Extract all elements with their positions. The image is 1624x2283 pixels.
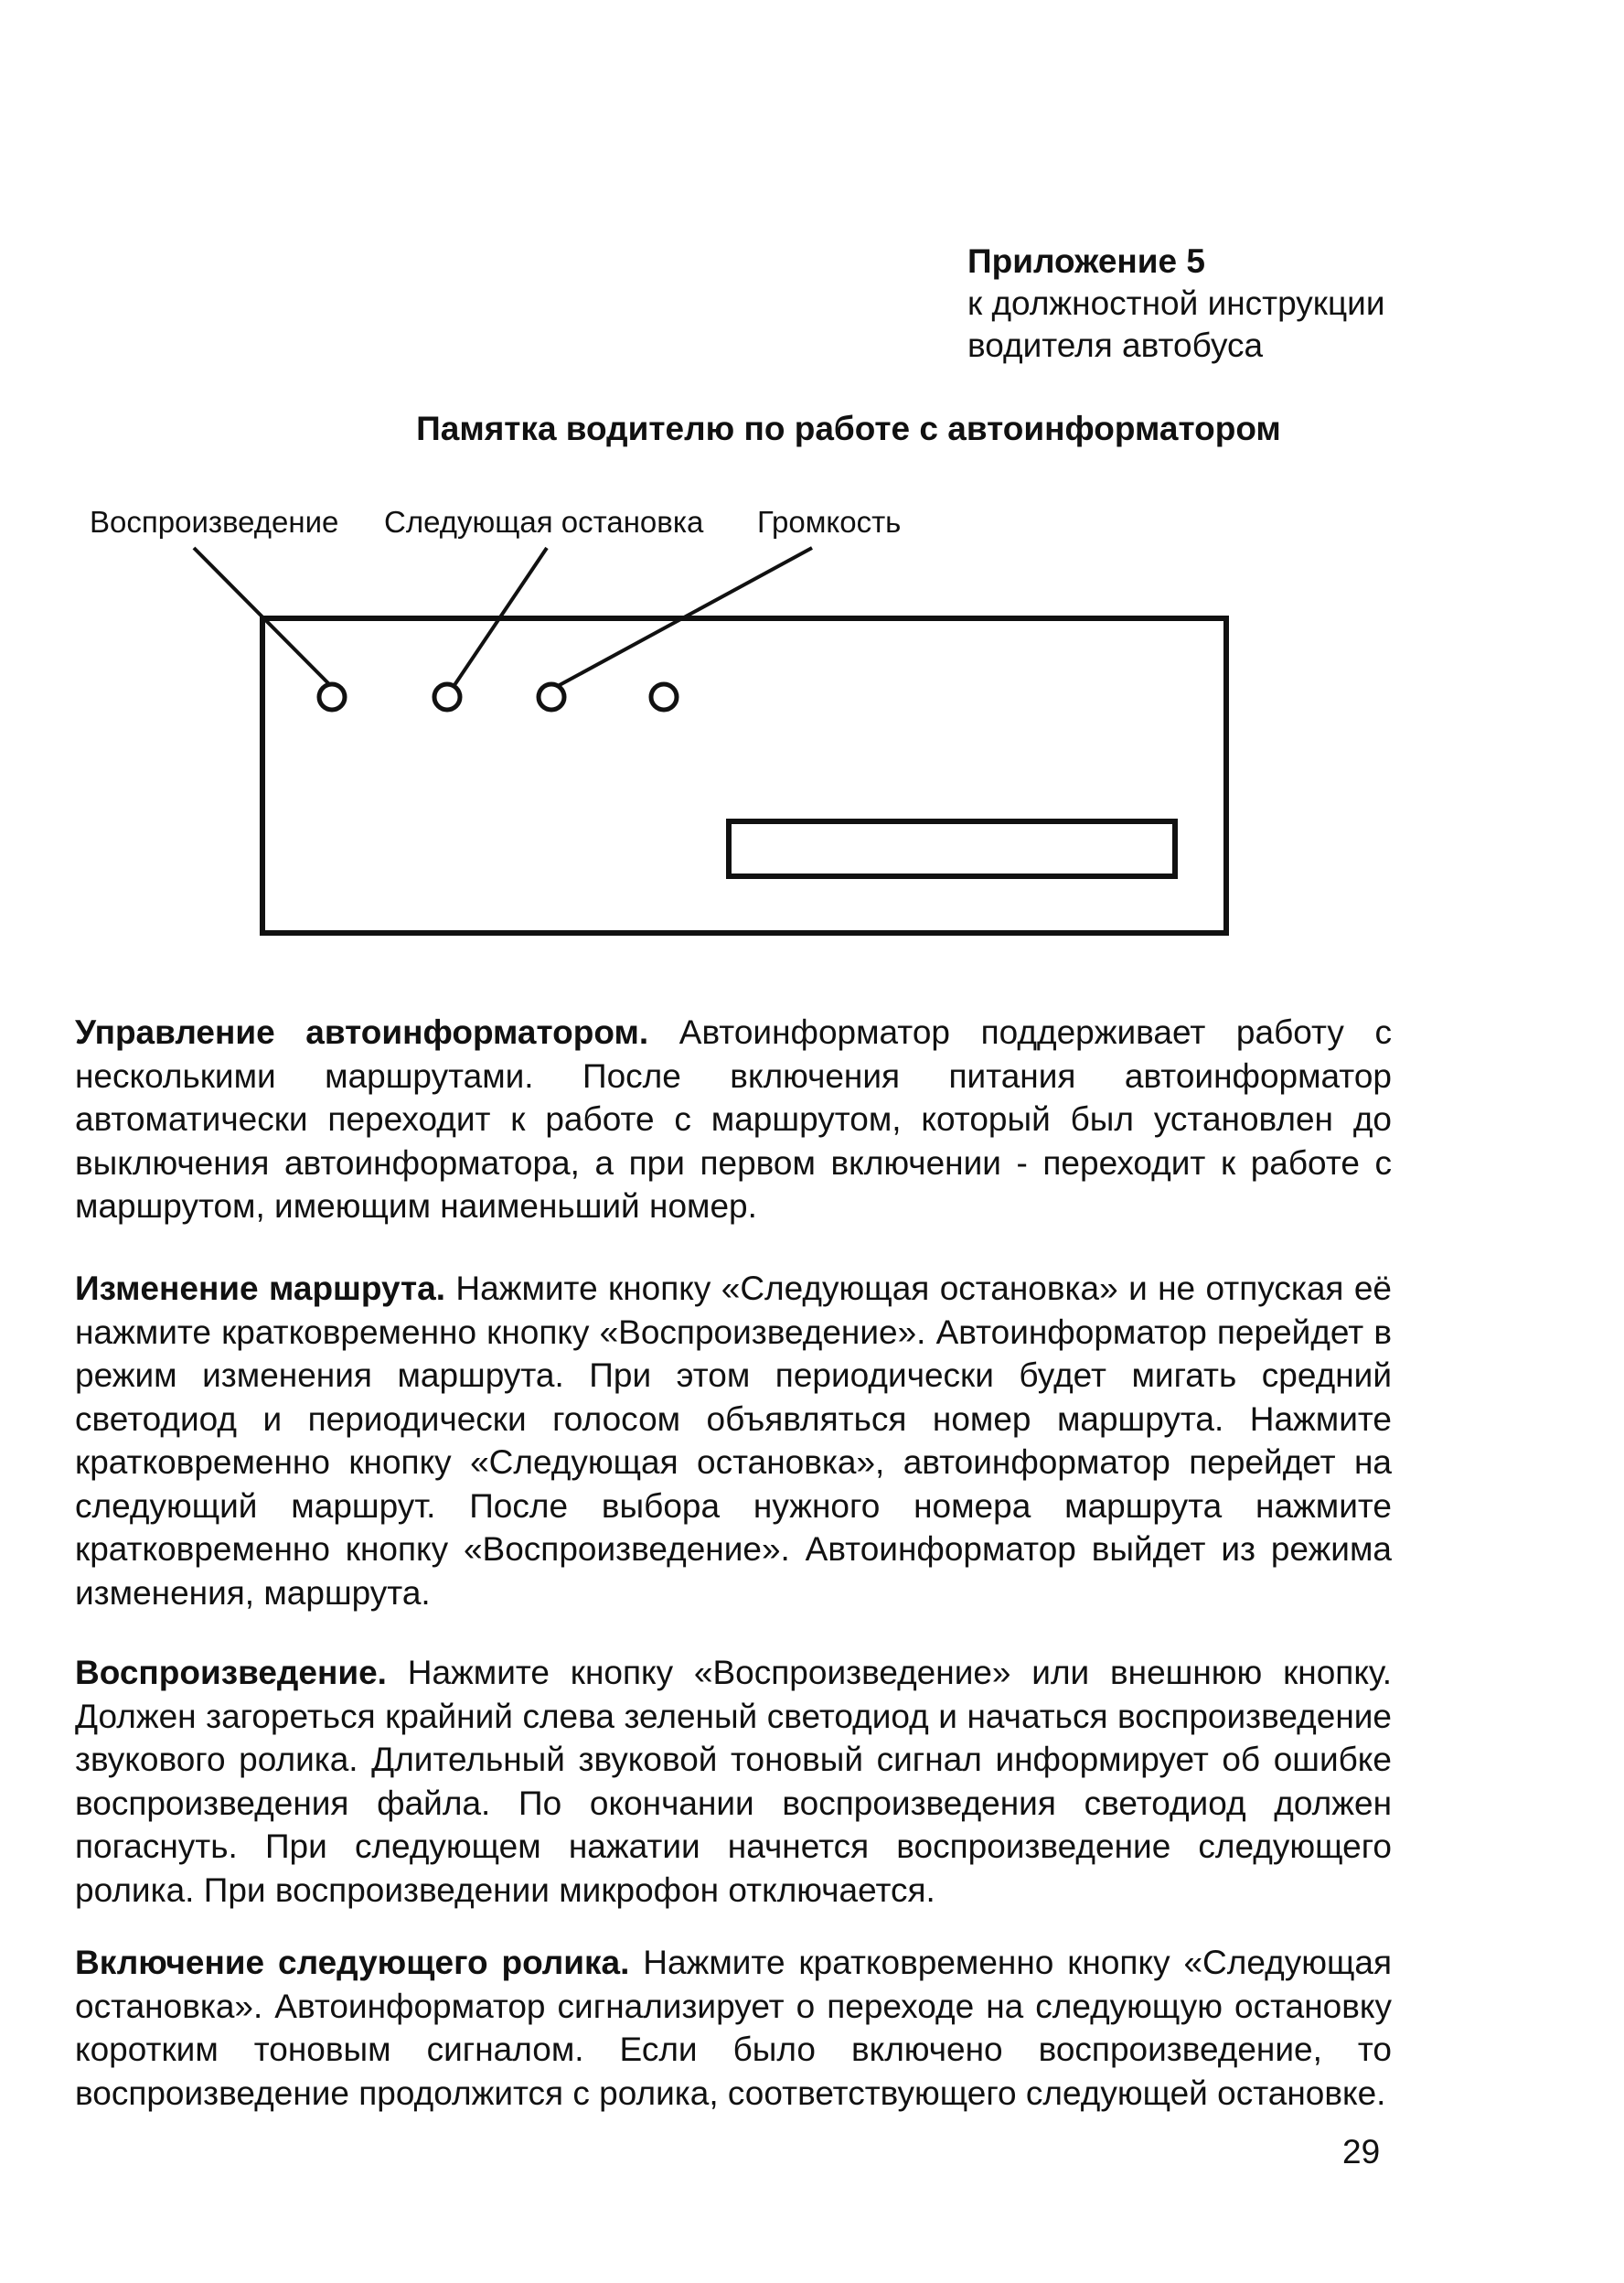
appendix-title: Приложение 5 (967, 242, 1205, 280)
label-volume: Громкость (757, 505, 902, 539)
device-display (729, 821, 1175, 876)
label-next-stop: Следующая остановка (384, 505, 704, 539)
heading-next-clip: Включение следующего ролика. (75, 1944, 630, 1981)
text-playback: Нажмите кнопку «Воспроизведение» или внешнюю кнопку. Должен загореться крайний слева зеленый светодиод и начаться воспроизведение звукового ролика. Длительный звуковой тоновый сигнал информирует об ошибке воспроизведения файла. По окончании воспроизведения светодиод должен погаснуть. При следующем нажатии начнется воспроизведение следующего ролика. При воспроизведении микрофон отключается. (75, 1654, 1392, 1909)
text-next-clip: Нажмите кратковременно кнопку «Следующая остановка». Автоинформатор сигнализирует о переходе на следующую остановку коротким тоновым сигналом. Если было включено воспроизведение, то воспроизведение продолжится с ролика, соответствующего следующей остановке. (75, 1944, 1392, 2112)
paragraph-route-control (75, 1011, 1392, 1228)
memo-title: Памятка водителю по работе с автоинформатором (416, 410, 1281, 447)
led-next-stop (434, 684, 460, 710)
device-body (262, 618, 1226, 933)
heading-route-control: Управление автоинформатором. (75, 1013, 649, 1051)
page-number: 29 (1342, 2133, 1381, 2170)
led-fourth (651, 684, 677, 710)
paragraph-next-clip (75, 1941, 1392, 2115)
heading-route-change: Изменение маршрута. (75, 1270, 446, 1307)
paragraph-playback (75, 1651, 1392, 1912)
paragraph-route-change (75, 1267, 1392, 1614)
text-route-control: Автоинформатор поддерживает работу с несколькими маршрутами. После включения питания автоинформатор автоматически переходит к работе с маршрутом, который был установлен до выключения автоинформатора, а при первом включении - переходит к работе с маршрутом, имеющим наименьший номер. (75, 1013, 1393, 1225)
led-playback (319, 684, 345, 710)
appendix-line-2: водителя автобуса (967, 327, 1264, 364)
autoinformer-diagram (0, 0, 1624, 960)
label-playback: Воспроизведение (90, 505, 339, 539)
led-volume (539, 684, 564, 710)
text-route-change: Нажмите кнопку «Следующая остановка» и не отпуская её нажмите кратковременно кнопку «Воспроизведение». Автоинформатор перейдет в режим изменения маршрута. При этом периодически будет мигать средний светодиод и периодически голосом объявляться номер маршрута. Нажмите кратковременно кнопку «Следующая остановка», автоинформатор перейдет на следующий маршрут. После выбора нужного номера маршрута нажмите кратковременно кнопку «Воспроизведение». Автоинформатор выйдет из режима изменения, маршрута. (75, 1270, 1392, 1612)
appendix-line-1: к должностной инструкции (967, 284, 1385, 322)
heading-playback: Воспроизведение. (75, 1654, 387, 1691)
